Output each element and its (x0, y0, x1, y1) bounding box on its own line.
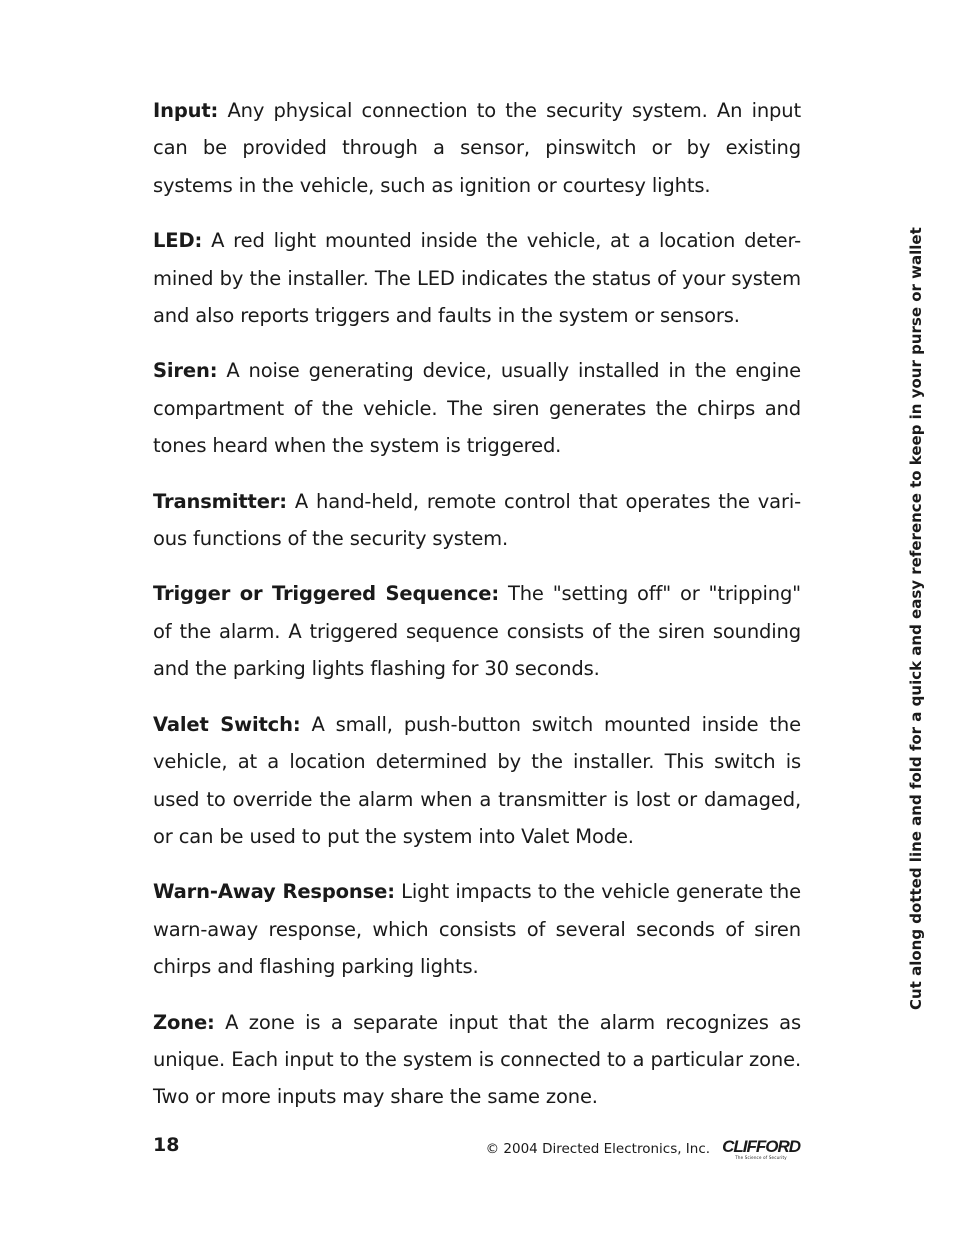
glossary-entry-led (153, 222, 801, 334)
glossary-definition: The "setting off" or "tripping" of the alarm. A triggered sequence consists of the siren sounding and the parking lights flashing for 30 seconds. (153, 582, 801, 681)
glossary-term: Trigger or Triggered Sequence: (153, 582, 499, 606)
glossary-definition: A noise generating device, usually installed in the engine compartment of the vehicle. The siren generates the chirps and tones heard when the system is triggered. (153, 359, 801, 458)
footer (486, 1138, 800, 1160)
glossary-entry-input (153, 92, 801, 204)
glossary-term: Siren: (153, 359, 218, 383)
glossary-term: Transmitter: (153, 489, 287, 513)
glossary-entry-valet-switch (153, 706, 801, 856)
logo-wordmark: CLIFFORD (722, 1137, 800, 1156)
glossary-definition: A zone is a separate input that the alarm recognizes as unique. Each input to the system is connected to a particular zone. Two or more inputs may share the same zone. (153, 1010, 801, 1109)
glossary-definition: A red light mounted inside the vehicle, at a location deter-mined by the installer. The LED indicates the status of your system and also reports triggers and faults in the system or sensors. (153, 229, 801, 328)
glossary-definition: Light impacts to the vehicle generate the warn-away response, which consists of several seconds of siren chirps and flashing parking lights. (153, 880, 801, 979)
glossary-term: Input: (153, 99, 219, 122)
glossary-entry-siren (153, 352, 801, 464)
glossary-term: Zone: (153, 1010, 215, 1034)
logo-tagline: The Science of Security (735, 1155, 787, 1160)
glossary-entry-trigger (153, 575, 801, 687)
copyright-notice: © 2004 Directed Electronics, Inc. (485, 1141, 711, 1157)
clifford-logo (722, 1138, 800, 1160)
glossary-entry-transmitter (153, 483, 801, 558)
glossary-term: LED: (153, 229, 203, 253)
glossary (153, 92, 801, 1134)
cut-line-instruction: Cut along dotted line and fold for a quick and easy reference to keep in your purse or wallet (907, 227, 925, 1010)
glossary-definition: A small, push-button switch mounted inside the vehicle, at a location determined by the installer. This switch is used to override the alarm when a transmitter is lost or damaged, or can be used to put the system into Valet Mode. (153, 712, 801, 848)
glossary-entry-warn-away (153, 873, 801, 985)
glossary-definition: A hand-held, remote control that operates the vari-ous functions of the security system. (153, 489, 801, 551)
glossary-entry-zone (153, 1004, 801, 1116)
glossary-definition: Any physical connection to the security system. An input can be provided through a sensor, pinswitch or by existing systems in the vehicle, such as ignition or courtesy lights. (153, 99, 801, 197)
page-number: 18 (153, 1134, 180, 1156)
glossary-term: Valet Switch: (153, 712, 301, 736)
glossary-term: Warn-Away Response: (153, 880, 395, 904)
